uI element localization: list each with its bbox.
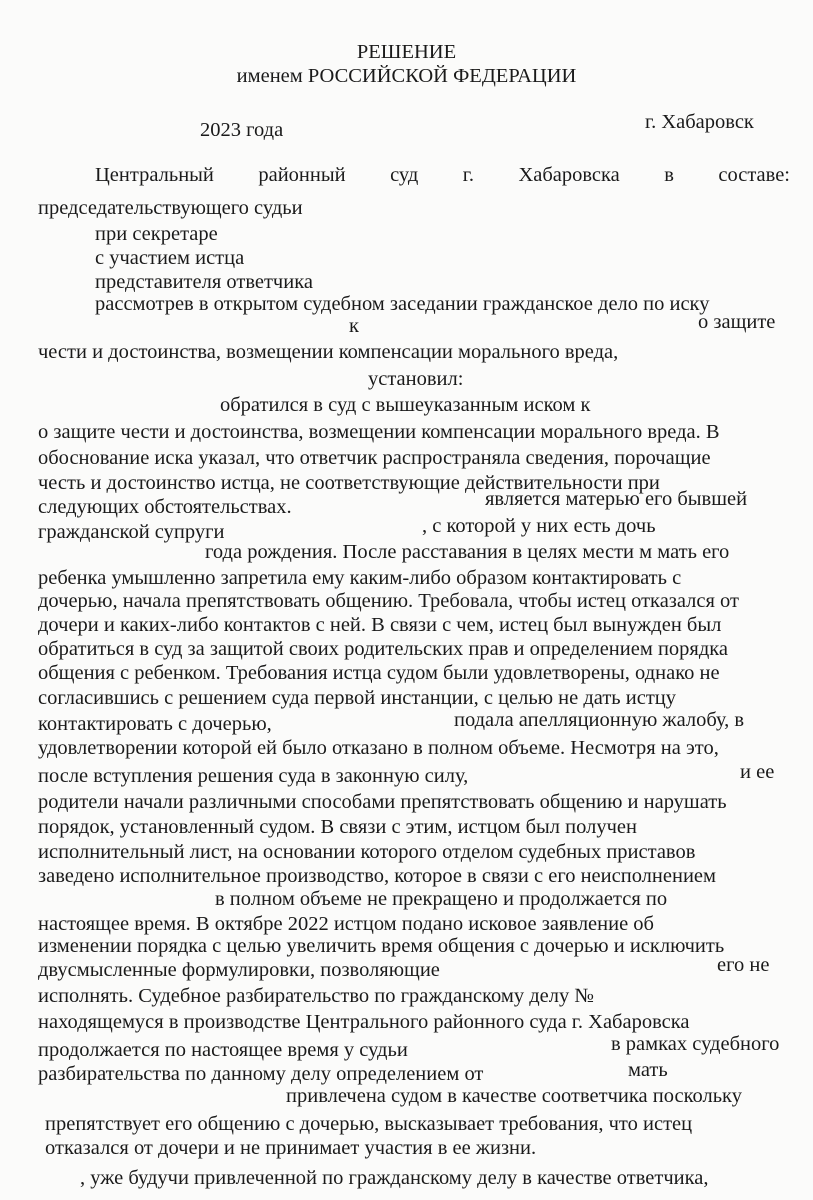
court-line: Центральный районный суд г. Хабаровска в составе:	[95, 164, 790, 186]
text-line: его не	[717, 954, 770, 976]
text-line: дочери и каких-либо контактов с ней. В связи с чем, истец был вынужден был	[38, 614, 722, 636]
text-line: обратился в суд с вышеуказанным иском к	[220, 394, 591, 416]
text-line: контактировать с дочерью,	[38, 713, 272, 735]
document-subtitle: именем РОССИЙСКОЙ ФЕДЕРАЦИИ	[236, 65, 577, 87]
text-line: порядок, установленный судом. В связи с этим, истцом был получен	[38, 816, 637, 838]
text-line: исполнительный лист, на основании которого отделом судебных приставов	[38, 841, 696, 863]
text-line: ребенка умышленно запретила ему каким-либо образом контактировать с	[38, 567, 682, 589]
decision-city: г. Хабаровск	[645, 111, 754, 133]
text-line: исполнять. Судебное разбирательство по гражданскому делу №	[38, 985, 594, 1007]
text-line: , уже будучи привлеченной по гражданскому делу в качестве ответчика,	[80, 1167, 709, 1189]
document-title: РЕШЕНИЕ	[356, 41, 457, 63]
text-line: чести и достоинства, возмещении компенсации морального вреда,	[38, 341, 619, 363]
text-line: и ее	[740, 761, 775, 783]
text-line: продолжается по настоящее время у судьи	[38, 1039, 408, 1061]
secretary-line: при секретаре	[95, 223, 218, 245]
text-line: мать	[628, 1059, 668, 1081]
decision-date: 2023 года	[200, 119, 284, 141]
text-line: родители начали различными способами препятствовать общению и нарушать	[38, 791, 727, 813]
text-line: рассмотрев в открытом судебном заседании гражданское дело по иску	[95, 293, 710, 315]
text-line: двусмысленные формулировки, позволяющие	[38, 959, 440, 981]
text-line: о защите чести и достоинства, возмещении компенсации морального вреда. В	[38, 421, 720, 443]
presiding-judge-line: председательствующего судьи	[38, 197, 303, 219]
text-line: года рождения. После расставания в целях мести м мать его	[205, 541, 730, 563]
text-line: является матерью его бывшей	[485, 488, 748, 510]
text-line: разбирательства по данному делу определением от	[38, 1063, 484, 1085]
text-line: заведено исполнительное производство, которое в связи с его неисполнением	[38, 865, 716, 887]
text-line: о защите	[698, 311, 776, 333]
text-line: дочерью, начала препятствовать общению. Требовала, чтобы истец отказался от	[38, 590, 739, 612]
text-line: в полном объеме не прекращено и продолжается по	[215, 888, 668, 910]
text-line: отказался от дочери и не принимает участия в ее жизни.	[45, 1137, 537, 1159]
text-line: удовлетворении которой ей было отказано в полном объеме. Несмотря на это,	[38, 737, 719, 759]
text-line: изменении порядка с целью увеличить время общения с дочерью и исключить	[38, 935, 725, 957]
text-line: обратиться в суд за защитой своих родительских прав и определением порядка	[38, 638, 729, 660]
text-line: находящемуся в производстве Центрального районного суда г. Хабаровска	[38, 1011, 690, 1033]
plaintiff-line: с участием истца	[95, 247, 245, 269]
text-line: в рамках судебного	[611, 1033, 780, 1055]
text-line: следующих обстоятельствах.	[38, 496, 292, 518]
text-line: согласившись с решением суда первой инстанции, с целью не дать истцу	[38, 687, 677, 709]
text-line: обоснование иска указал, что ответчик распространяла сведения, порочащие	[38, 447, 711, 469]
text-line: настоящее время. В октябре 2022 истцом подано исковое заявление об	[38, 913, 654, 935]
text-line: честь и достоинство истца, не соответствующие действительности при	[38, 472, 660, 494]
text-line: препятствует его общению с дочерью, высказывает требования, что истец	[45, 1113, 693, 1135]
text-line: после вступления решения суда в законную силу,	[38, 765, 469, 787]
defendant-rep-line: представителя ответчика	[95, 271, 313, 293]
text-line: подала апелляционную жалобу, в	[454, 709, 745, 731]
text-line: общения с ребенком. Требования истца судом были удовлетворены, однако не	[38, 662, 720, 684]
text-line: гражданской супруги	[38, 521, 225, 543]
text-line: к	[349, 315, 359, 337]
text-line: , с которой у них есть дочь	[422, 515, 656, 537]
section-heading: установил:	[368, 368, 464, 390]
text-line: привлечена судом в качестве соответчика поскольку	[286, 1085, 742, 1107]
